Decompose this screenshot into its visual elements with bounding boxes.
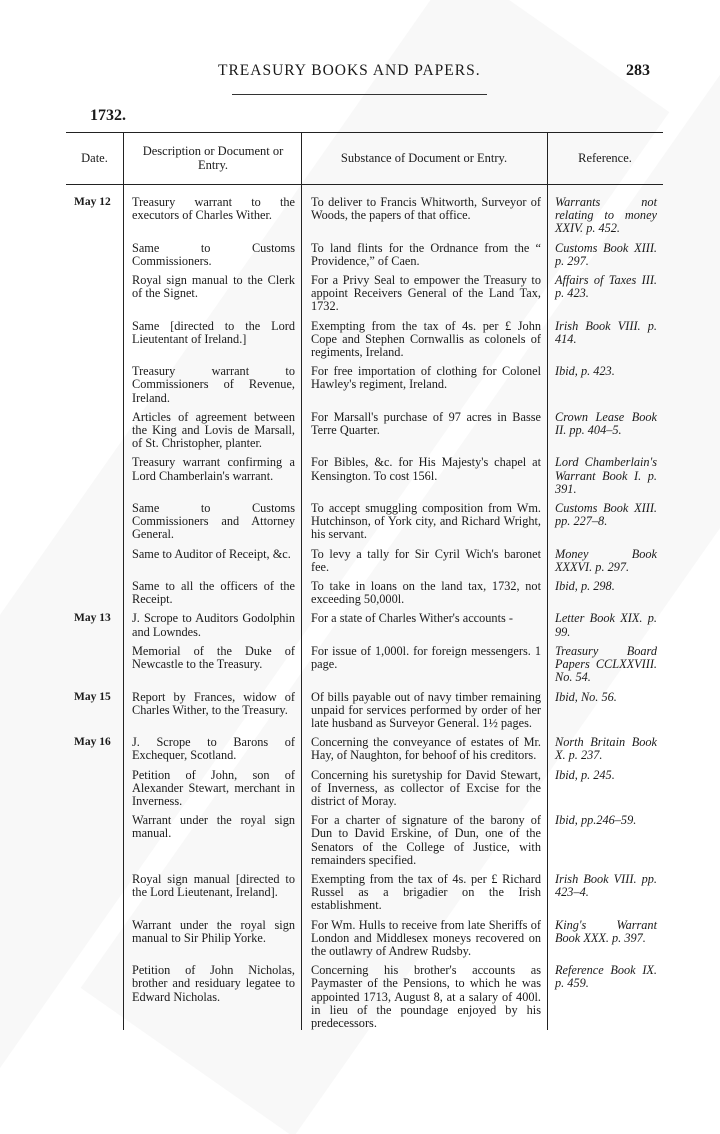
row-reference: Ibid, p. 298.: [555, 579, 615, 594]
row-description: Royal sign manual to the Clerk of the Signet.: [132, 273, 295, 301]
row-substance: Exempting from the tax of 4s. per £ John Cope and Stephen Cornwallis as colonels of regiments, Ireland.: [311, 318, 541, 360]
row-date: [66, 964, 123, 1030]
table-row: [66, 919, 663, 959]
table-row: [66, 196, 663, 236]
table-row: [66, 580, 663, 606]
row-description: Royal sign manual [directed to the Lord Lieutenant, Ireland].: [132, 871, 295, 900]
table-row: [66, 411, 663, 451]
table-row: [66, 274, 663, 314]
row-description: J. Scrope to Auditors Godolphin and Lowndes.: [132, 611, 295, 639]
row-substance: To land flints for the Ordnance from the “ Providence,” of Caen.: [311, 240, 541, 268]
row-substance: Concerning the conveyance of estates of Mr. Hay, of Naughton, for behoof of his creditors.: [311, 735, 541, 763]
row-description: Articles of agreement between the King and Lovis de Marsall, of St. Christopher, planter.: [132, 409, 295, 451]
row-substance: Of bills payable out of navy timber remaining unpaid for services performed by order of her late husband as Surveyor General. 1½ pages.: [311, 689, 541, 730]
row-description: Same to all the officers of the Receipt.: [132, 579, 295, 607]
row-description: Report by Frances, widow of Charles Wither, to the Treasury.: [132, 689, 295, 717]
row-substance: For free importation of clothing for Colonel Hawley's regiment, Ireland.: [311, 364, 541, 392]
row-date: [66, 919, 123, 959]
table-row: [66, 814, 663, 867]
row-description: Treasury warrant to Commissioners of Revenue, Ireland.: [132, 364, 295, 405]
table-body: [66, 196, 663, 1036]
row-substance: For a state of Charles Wither's accounts -: [311, 611, 513, 626]
row-date: [66, 580, 123, 606]
year-heading: 1732.: [90, 107, 126, 124]
column-header-substance: Substance of Document or Entry.: [340, 151, 508, 165]
header-rule: [232, 94, 487, 95]
table-row: [66, 320, 663, 360]
row-date: [66, 548, 123, 574]
row-description: Treasury warrant confirming a Lord Chamberlain's warrant.: [132, 455, 295, 483]
table-row: [66, 769, 663, 809]
row-date: [66, 873, 123, 913]
row-substance: To levy a tally for Sir Cyril Wich's baronet fee.: [311, 546, 541, 574]
page-number: 283: [626, 62, 650, 79]
row-reference: Irish Book VIII. p. 414.: [555, 318, 657, 346]
row-description: Petition of John Nicholas, brother and residuary legatee to Edward Nicholas.: [132, 963, 295, 1004]
row-date: [66, 242, 123, 268]
row-date: [66, 365, 123, 405]
row-date: May 15: [74, 690, 111, 703]
table-top-rule: [66, 132, 663, 133]
table-row: [66, 242, 663, 268]
calendar-table: [66, 132, 663, 1030]
row-date: May 13: [74, 612, 111, 625]
column-header-description: Description or Document or Entry.: [142, 144, 284, 172]
table-row: [66, 873, 663, 913]
row-date: [66, 274, 123, 314]
row-reference: Lord Chamberlain's Warrant Book I. p. 391.: [555, 455, 657, 496]
row-substance: Concerning his suretyship for David Stewart, of Inverness, as collector of Excise for the district of Moray.: [311, 767, 541, 808]
row-substance: For Marsall's purchase of 97 acres in Basse Terre Quarter.: [311, 409, 541, 438]
row-substance: To take in loans on the land tax, 1732, not exceeding 50,000l.: [311, 579, 541, 607]
column-header-reference: Reference.: [578, 151, 632, 165]
row-date: [66, 411, 123, 451]
row-reference: Ibid, No. 56.: [555, 689, 617, 704]
row-substance: For a charter of signature of the barony of Dun to David Erskine, of Dun, one of the Senators of the College of Justice, with remainders specified.: [311, 813, 541, 867]
row-reference: Reference Book IX. p. 459.: [555, 963, 657, 991]
row-reference: Irish Book VIII. pp. 423–4.: [555, 871, 657, 900]
row-reference: Letter Book XIX. p. 99.: [555, 611, 657, 639]
row-description: Same to Auditor of Receipt, &c.: [132, 546, 291, 561]
row-reference: Crown Lease Book II. pp. 404–5.: [555, 409, 657, 438]
row-description: Same to Customs Commissioners and Attorney General.: [132, 501, 295, 542]
row-reference: Customs Book XIII. p. 297.: [555, 240, 657, 268]
row-date: May 16: [74, 736, 111, 749]
table-row: [66, 456, 663, 496]
table-row: [66, 502, 663, 542]
row-substance: To accept smuggling composition from Wm. Hutchinson, of York city, and Richard Wright, his servant.: [311, 501, 541, 542]
row-reference: Money Book XXXVI. p. 297.: [555, 546, 657, 574]
row-reference: Ibid, pp.246–59.: [555, 813, 637, 828]
row-description: Warrant under the royal sign manual.: [132, 813, 295, 841]
row-description: J. Scrope to Barons of Exchequer, Scotland.: [132, 735, 295, 763]
row-description: Same to Customs Commissioners.: [132, 240, 295, 268]
column-header-date: Date.: [81, 151, 108, 165]
row-description: Warrant under the royal sign manual to Sir Philip Yorke.: [132, 917, 295, 945]
row-reference: Warrants not relating to money XXIV. p. 452.: [555, 195, 657, 236]
row-date: [66, 320, 123, 360]
table-row: [66, 548, 663, 574]
row-substance: For Bibles, &c. for His Majesty's chapel at Kensington. To cost 156l.: [311, 455, 541, 483]
table-row: [66, 964, 663, 1030]
row-date: May 12: [74, 196, 111, 208]
row-substance: For issue of 1,000l. for foreign messengers. 1 page.: [311, 643, 541, 672]
table-row: [66, 612, 663, 638]
row-substance: For a Privy Seal to empower the Treasury to appoint Receivers General of the Land Tax, 1732.: [311, 273, 541, 314]
row-reference: North Britain Book X. p. 237.: [555, 735, 657, 763]
row-date: [66, 645, 123, 685]
row-substance: Concerning his brother's accounts as Paymaster of the Pensions, to which he was appointed 1713, August 8, at a salary of 400l. in lieu of the poundage enjoyed by his predecessors.: [311, 963, 541, 1030]
table-row: [66, 365, 663, 405]
row-substance: To deliver to Francis Whitworth, Surveyor of Woods, the papers of that office.: [311, 195, 541, 223]
row-reference: Affairs of Taxes III. p. 423.: [555, 273, 657, 301]
row-date: [66, 814, 123, 867]
row-reference: King's Warrant Book XXX. p. 397.: [555, 917, 657, 945]
table-header-rule: [66, 184, 663, 185]
row-date: [66, 769, 123, 809]
table-row: [66, 736, 663, 762]
running-title: TREASURY BOOKS AND PAPERS.: [218, 62, 481, 79]
row-description: Treasury warrant to the executors of Charles Wither.: [132, 195, 295, 223]
row-date: [66, 456, 123, 496]
row-description: Petition of John, son of Alexander Stewart, merchant in Inverness.: [132, 767, 295, 808]
row-date: [66, 502, 123, 542]
row-substance: Exempting from the tax of 4s. per £ Richard Russel as a brigadier on the Irish establishment.: [311, 871, 541, 913]
table-row: [66, 691, 663, 731]
row-reference: Customs Book XIII. pp. 227–8.: [555, 501, 657, 529]
row-description: Memorial of the Duke of Newcastle to the Treasury.: [132, 643, 295, 672]
row-substance: For Wm. Hulls to receive from late Sheriffs of London and Middlesex moneys recovered on the outlawry of Andrew Rudsby.: [311, 917, 541, 958]
table-row: [66, 645, 663, 685]
row-reference: Treasury Board Papers CCLXXVIII. No. 54.: [555, 643, 657, 685]
row-description: Same [directed to the Lord Lieutentant of Ireland.]: [132, 318, 295, 346]
row-reference: Ibid, p. 423.: [555, 364, 615, 379]
page-header: [0, 60, 720, 90]
row-reference: Ibid, p. 245.: [555, 767, 615, 782]
